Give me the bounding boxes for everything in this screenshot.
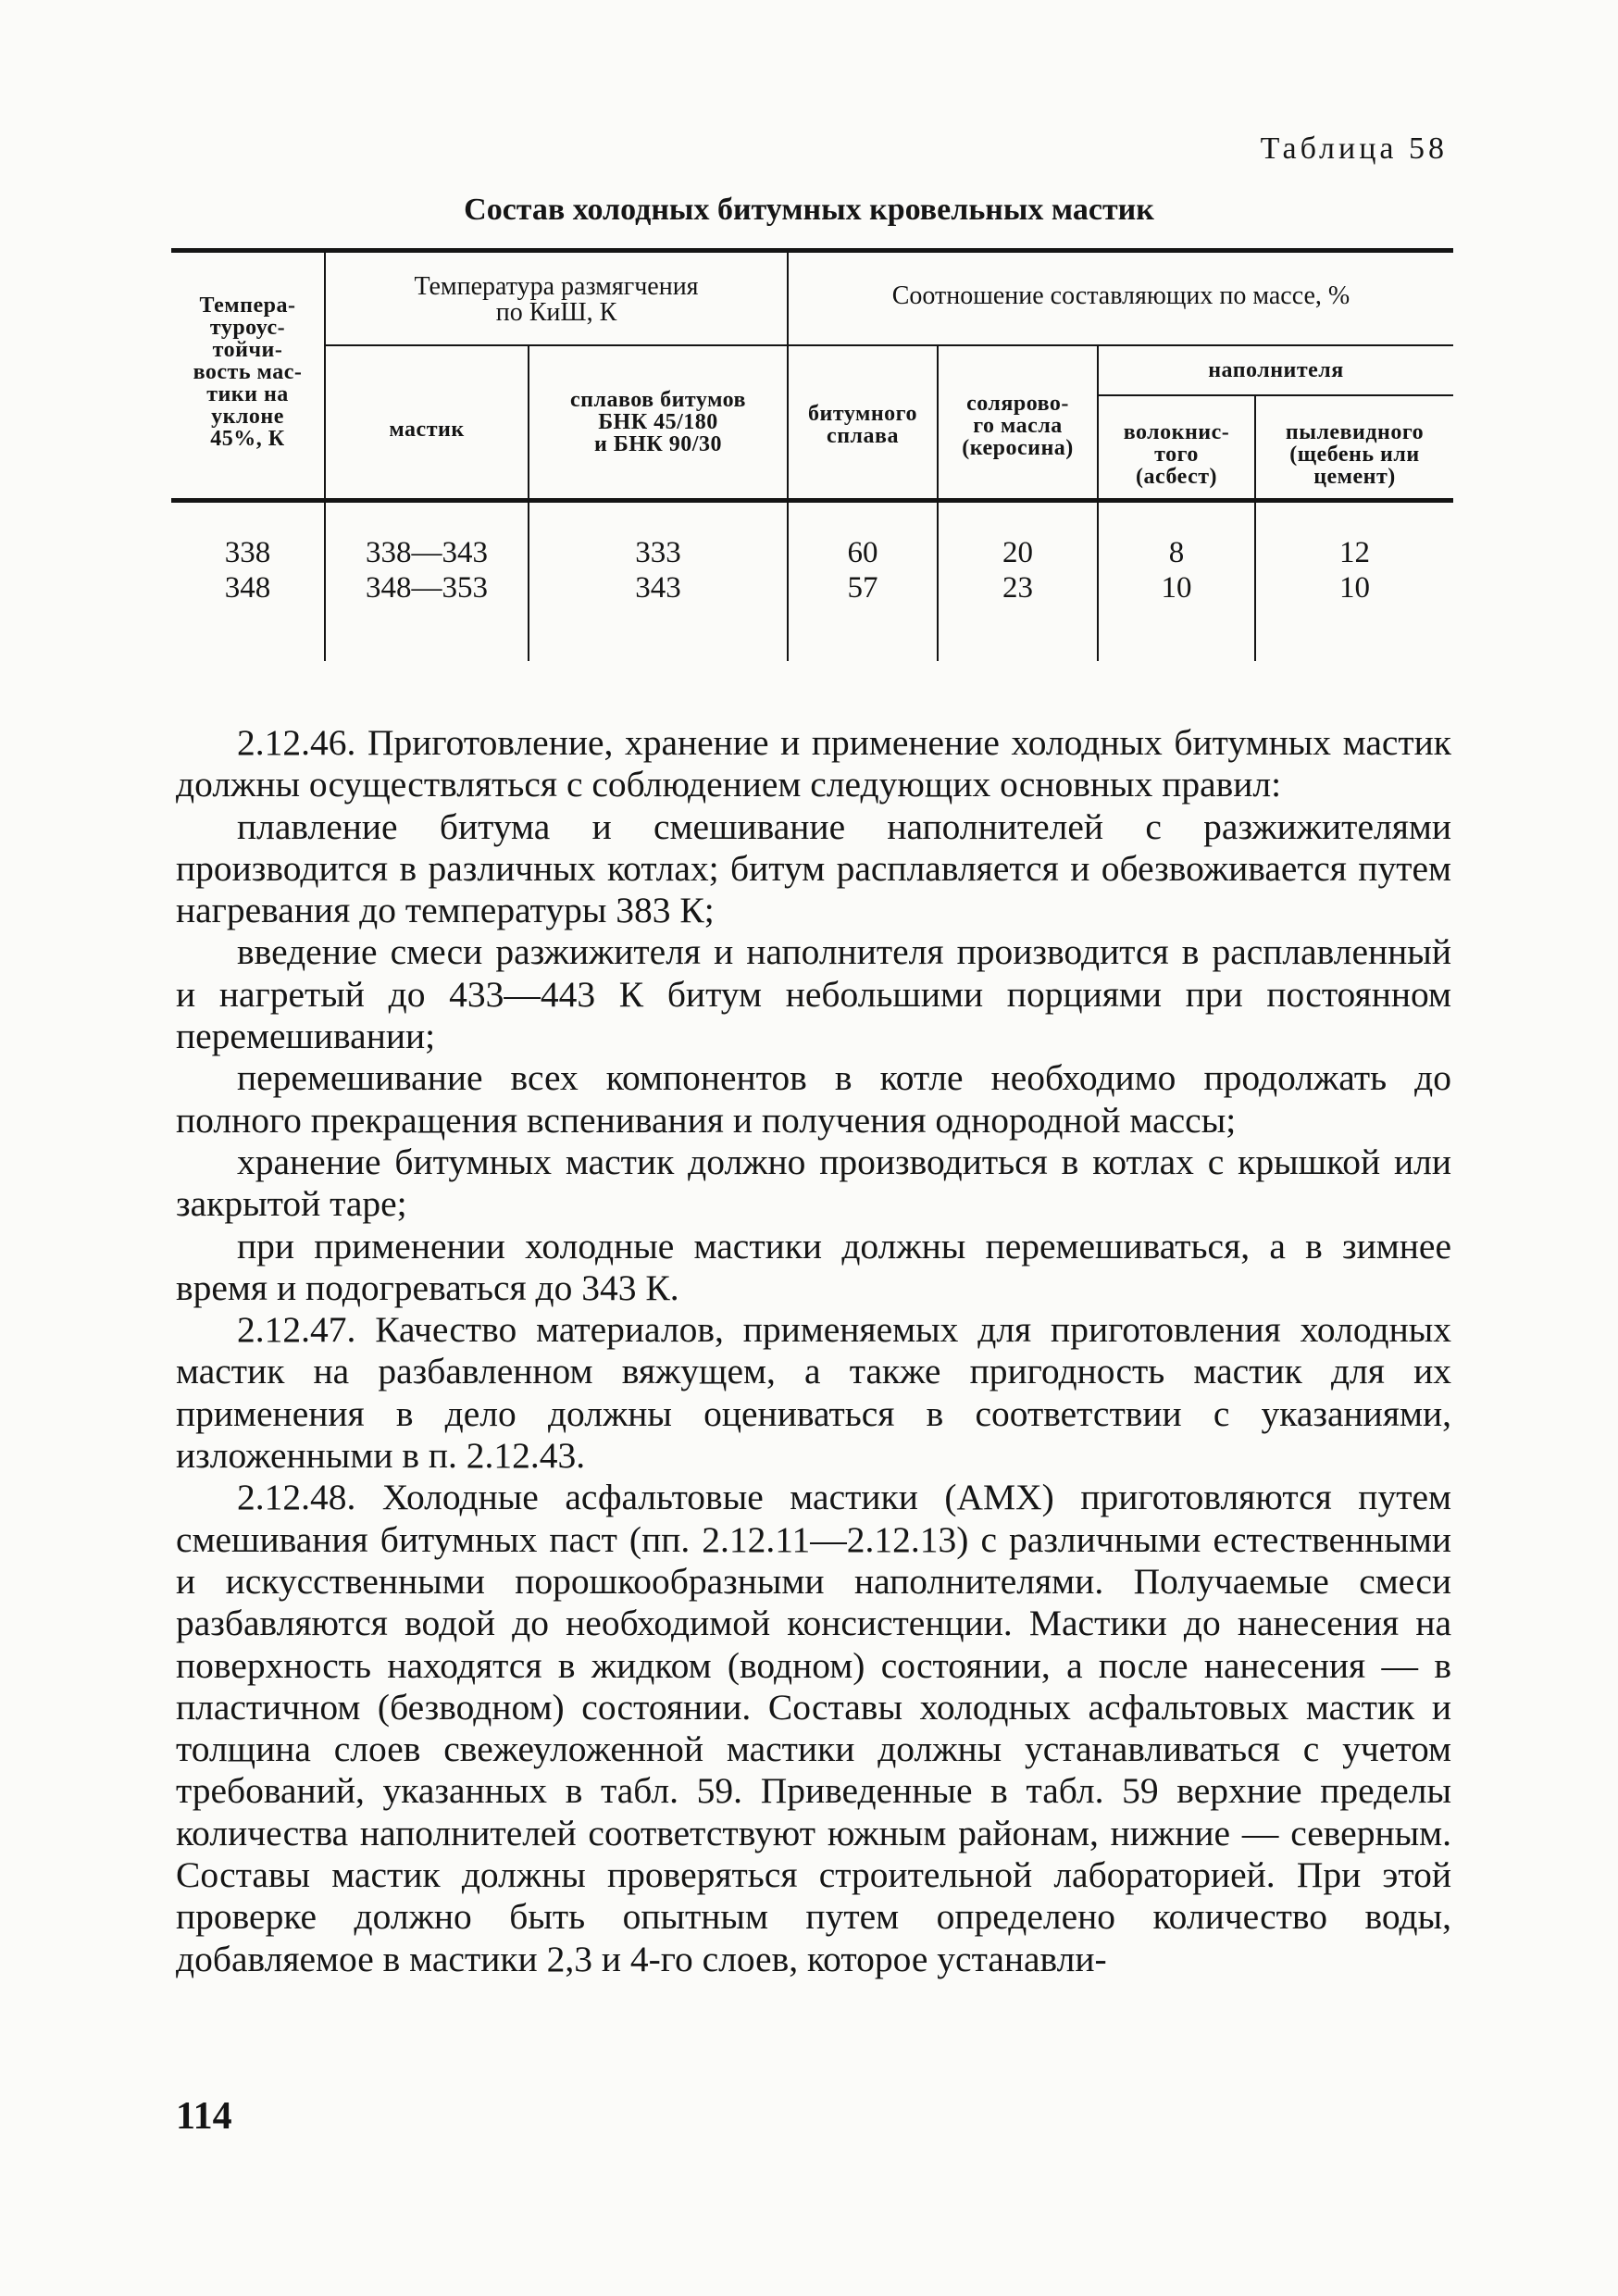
- column-alloys: [529, 535, 787, 605]
- table-cell: 338: [224, 536, 271, 569]
- paragraph: 2.12.46. Приготовление, хранение и применение холодных битумных мастик должны осуществляться с соблюдением следующих основных правил:: [176, 722, 1451, 805]
- header-fillers: наполнителя: [1208, 358, 1344, 382]
- table-label: Таблица 58: [1260, 131, 1448, 166]
- body-text: [176, 722, 1451, 1980]
- header-bitumen-alloy: битумного сплава: [808, 402, 917, 448]
- paragraph: хранение битумных мастик должно производиться в котлах с крышкой или закрытой таре;: [176, 1141, 1451, 1225]
- fillers-rule: [1097, 394, 1453, 396]
- column-slope: [171, 535, 324, 605]
- paragraph: 2.12.48. Холодные асфальтовые мастики (АМХ) приготовляются путем смешивания битумных паст (пп. 2.12.11—2.12.13) с различными естественными и искусственными порошкообразными наполнителями. Получаемые смеси разбавляются водой до необходимой консистенции. Мастики до нанесения на поверхность находятся в жидком (водном) состоянии, а после нанесения — в пластичном (безводном) состоянии. Составы холодных асфальтовых мастик и толщина слоев свежеуложенной мастики должны устанавливаться с учетом требований, указанных в табл. 59. Приведенные в табл. 59 верхние пределы количества наполнителей соответствуют южным районам, нижние — северным. Составы мастик должны проверяться строительной лабораторией. При этой проверке должно быть опытным путем определено количество воды, добавляемое в мастики 2,3 и 4-го слоев, которое устанавли-: [176, 1477, 1451, 1979]
- table-cell: 8: [1168, 536, 1185, 569]
- paragraph: введение смеси разжижителя и наполнителя производится в расплавленный и нагретый до 433—443 К битум небольшими порциями при постоянном перемешивании;: [176, 931, 1451, 1057]
- paragraph: перемешивание всех компонентов в котле необходимо продолжать до полного прекращения вспенивания и получения однородной массы;: [176, 1057, 1451, 1141]
- column-bitumen: [789, 535, 937, 605]
- header-inner-rule: [326, 344, 1453, 346]
- col-divider: [1097, 346, 1099, 661]
- column-solar: [939, 535, 1097, 605]
- header-softening-temp: Температура размягчения по КиШ, К: [414, 272, 699, 327]
- table-cell: 60: [847, 536, 878, 569]
- table-top-rule: [171, 248, 1453, 253]
- table-cell: 348: [224, 571, 271, 605]
- table-cell: 23: [1002, 571, 1033, 605]
- header-bitumen-alloys: сплавов битумов БНК 45/180 и БНК 90/30: [570, 388, 746, 456]
- table-cell: 338—343: [366, 536, 488, 569]
- paragraph: 2.12.47. Качество материалов, применяемых для приготовления холодных мастик на разбавленном вяжущем, а также пригодность мастик для их применения в дело должны оцениваться в соответствии с указаниями, изложенными в п. 2.12.43.: [176, 1309, 1451, 1477]
- paragraph: плавление битума и смешивание наполнителей с разжижителями производится в различных котлах; битум расплавляется и обезвоживается путем нагревания до температуры 383 К;: [176, 805, 1451, 931]
- table-cell: 348—353: [366, 571, 488, 605]
- table-cell: 343: [635, 571, 681, 605]
- column-mastic: [326, 535, 528, 605]
- header-bottom-rule: [171, 498, 1453, 503]
- column-dusty: [1256, 535, 1453, 605]
- header-mass-ratio: Соотношение составляющих по массе, %: [891, 281, 1350, 310]
- header-dusty: пылевидного (щебень или цемент): [1285, 420, 1425, 489]
- table-cell: 10: [1161, 571, 1192, 605]
- table-cell: 10: [1339, 571, 1370, 605]
- table-cell: 20: [1002, 536, 1033, 569]
- column-fibrous: [1099, 535, 1254, 605]
- header-slope-resistance: Темпера- туроус- тойчи- вость мас- тики на уклоне 45%, К: [193, 293, 303, 451]
- table-cell: 12: [1339, 536, 1370, 569]
- page-number: 114: [176, 2095, 232, 2138]
- table-title: Состав холодных битумных кровельных мастик: [464, 193, 1154, 227]
- table-cell: 333: [635, 536, 681, 569]
- header-mastic: мастик: [389, 418, 465, 442]
- header-solar-oil: солярово- го масла (керосина): [962, 392, 1074, 460]
- header-fibrous: волокнис- того (асбест): [1123, 420, 1230, 489]
- table-cell: 57: [847, 571, 878, 605]
- paragraph: при применении холодные мастики должны перемешиваться, а в зимнее время и подогреваться до 343 К.: [176, 1225, 1451, 1308]
